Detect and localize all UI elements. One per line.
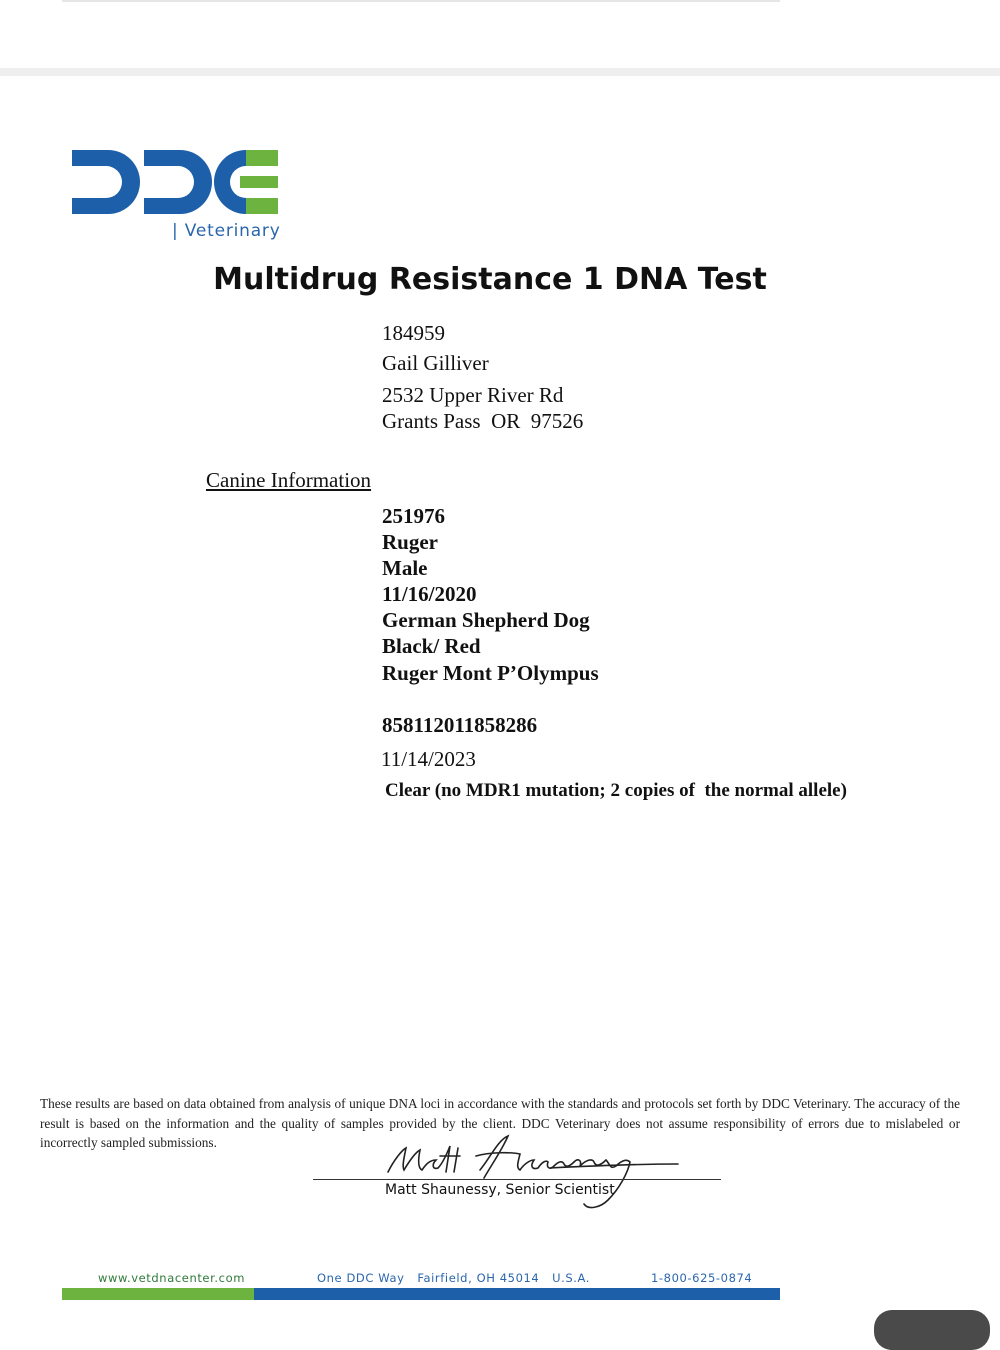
- case-number-value: 184959: [382, 321, 445, 345]
- address-line2: Grants Pass OR 97526: [382, 409, 584, 433]
- signatory-name: Matt Shaunessy, Senior Scientist: [385, 1182, 615, 1198]
- dna-result-value: Clear (no MDR1 mutation; 2 copies of the normal allele): [385, 780, 847, 801]
- footer-phone: 1-800-625-0874: [651, 1271, 753, 1285]
- footer-address: One DDC Way Fairfield, OH 45014 U.S.A.: [317, 1271, 591, 1285]
- footer-bar-green: [62, 1288, 254, 1300]
- page-separator: [0, 68, 1000, 76]
- field-value: Male: [382, 556, 428, 580]
- owner-value: Gail Gilliver: [382, 351, 489, 375]
- field-value: 251976: [382, 504, 445, 528]
- field-value: Black/ Red: [382, 634, 481, 658]
- handwritten-signature: [380, 1130, 690, 1212]
- footer-bar-blue: [254, 1288, 780, 1300]
- field-value: 11/16/2020: [382, 582, 477, 606]
- field-value: Ruger: [382, 530, 438, 554]
- top-strip: [0, 0, 1000, 68]
- report-date-value: 11/14/2023: [381, 747, 476, 771]
- signature-line: [313, 1179, 721, 1180]
- footer-website: www.vetdnacenter.com: [98, 1271, 246, 1285]
- overlay-control[interactable]: [874, 1310, 990, 1350]
- logo-subtitle: | Veterinary: [172, 221, 281, 241]
- address-line1: 2532 Upper River Rd: [382, 383, 564, 407]
- field-value: German Shepherd Dog: [382, 608, 590, 632]
- canine-section-heading: Canine Information: [206, 468, 372, 492]
- disclaimer-text: These results are based on data obtained from analysis of unique DNA loci in accordance with the standards and protocols set forth by DDC Veterinary. The accuracy of the result is based on the information and the quality of samples provided by the client. DDC Veterinary does not assume responsibility of errors due to mislabeled or incorrectly sampled submissions.: [40, 1096, 960, 1150]
- field-value: 858112011858286: [382, 713, 538, 737]
- field-value: Ruger Mont P’Olympus: [382, 661, 599, 685]
- top-divider: [62, 0, 780, 2]
- page-title: Multidrug Resistance 1 DNA Test: [213, 262, 767, 297]
